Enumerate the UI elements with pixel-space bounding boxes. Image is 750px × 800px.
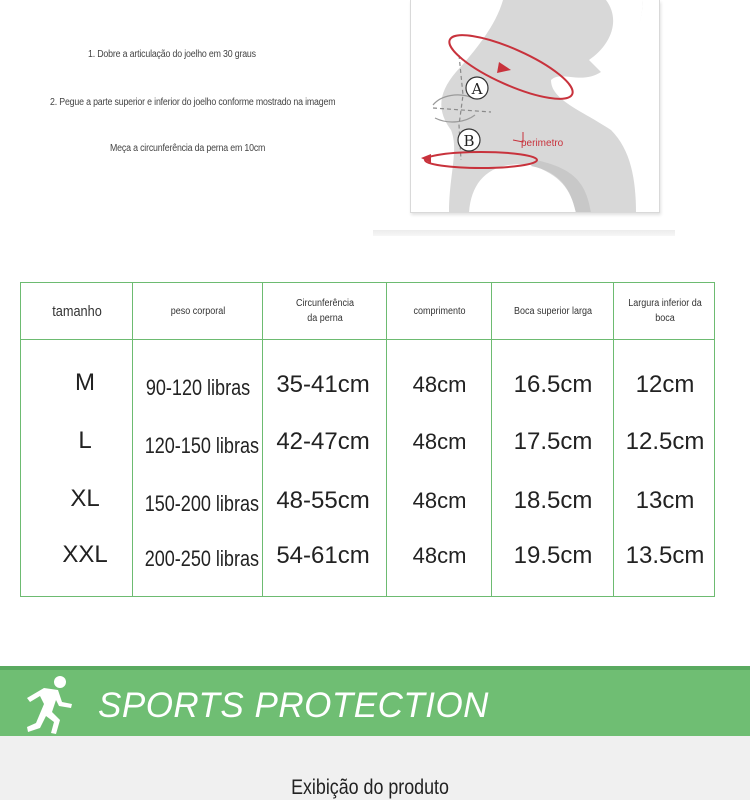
header-bottom-width — [619, 283, 711, 339]
header-circumference — [269, 283, 381, 339]
row-xl-bottom-width: 13cm — [635, 487, 695, 514]
instruction-step-2: 2. Pegue a parte superior e inferior do joelho conforme mostrado na imagem — [50, 97, 336, 108]
header-top-opening: Boca superior larga — [513, 305, 593, 317]
knee-illustration — [411, 0, 660, 213]
measurement-instructions — [0, 0, 410, 230]
product-display-section — [0, 736, 750, 800]
runner-icon — [22, 674, 76, 736]
section-title: Exibição do produto — [291, 776, 449, 799]
header-circumference-line2: da perna — [307, 313, 343, 324]
row-xxl-circumference: 54-61cm — [276, 542, 370, 569]
row-xxl-length: 48cm — [412, 543, 467, 568]
header-bottom-width-line2: boca — [655, 313, 675, 324]
header-weight: peso corporal — [170, 305, 226, 317]
row-xl-weight: 150-200 libras — [144, 491, 260, 516]
row-xxl-size: XXL — [62, 541, 108, 568]
figure-divider — [373, 230, 675, 236]
header-length: comprimento — [413, 305, 466, 317]
row-xl-circumference: 48-55cm — [276, 487, 370, 514]
perimeter-label: perimetro — [521, 138, 564, 149]
row-xl-top-opening: 18.5cm — [513, 487, 593, 514]
row-l-weight: 120-150 libras — [144, 433, 260, 458]
row-xl-length: 48cm — [412, 488, 467, 513]
instruction-step-1: 1. Dobre a articulação do joelho em 30 graus — [88, 49, 256, 60]
header-size: tamanho — [52, 302, 102, 320]
row-xxl-weight: 200-250 libras — [144, 546, 260, 571]
row-l-top-opening: 17.5cm — [513, 428, 593, 455]
row-l-bottom-width: 12.5cm — [625, 428, 705, 455]
size-chart-table — [20, 282, 715, 597]
label-b: B — [463, 132, 475, 150]
row-m-bottom-width: 12cm — [635, 371, 695, 398]
row-l-circumference: 42-47cm — [276, 428, 370, 455]
header-bottom-width-line1: Largura inferior da — [628, 298, 702, 309]
row-m-top-opening: 16.5cm — [513, 371, 593, 398]
row-l-size: L — [78, 427, 92, 454]
knee-measurement-figure — [410, 0, 660, 213]
row-m-weight: 90-120 libras — [145, 375, 251, 400]
label-a: A — [471, 80, 483, 98]
row-xl-size: XL — [70, 485, 100, 512]
header-divider — [21, 339, 714, 340]
row-l-length: 48cm — [412, 429, 467, 454]
instruction-step-3: Meça a circunferência da perna em 10cm — [110, 143, 266, 154]
row-m-circumference: 35-41cm — [276, 371, 370, 398]
row-xxl-top-opening: 19.5cm — [513, 542, 593, 569]
row-xxl-bottom-width: 13.5cm — [625, 542, 705, 569]
row-m-size: M — [75, 369, 95, 396]
banner-title: SPORTS PROTECTION — [98, 686, 489, 725]
row-m-length: 48cm — [412, 372, 467, 397]
sports-protection-banner — [0, 666, 750, 736]
header-circumference-line1: Circunferência — [295, 298, 355, 309]
